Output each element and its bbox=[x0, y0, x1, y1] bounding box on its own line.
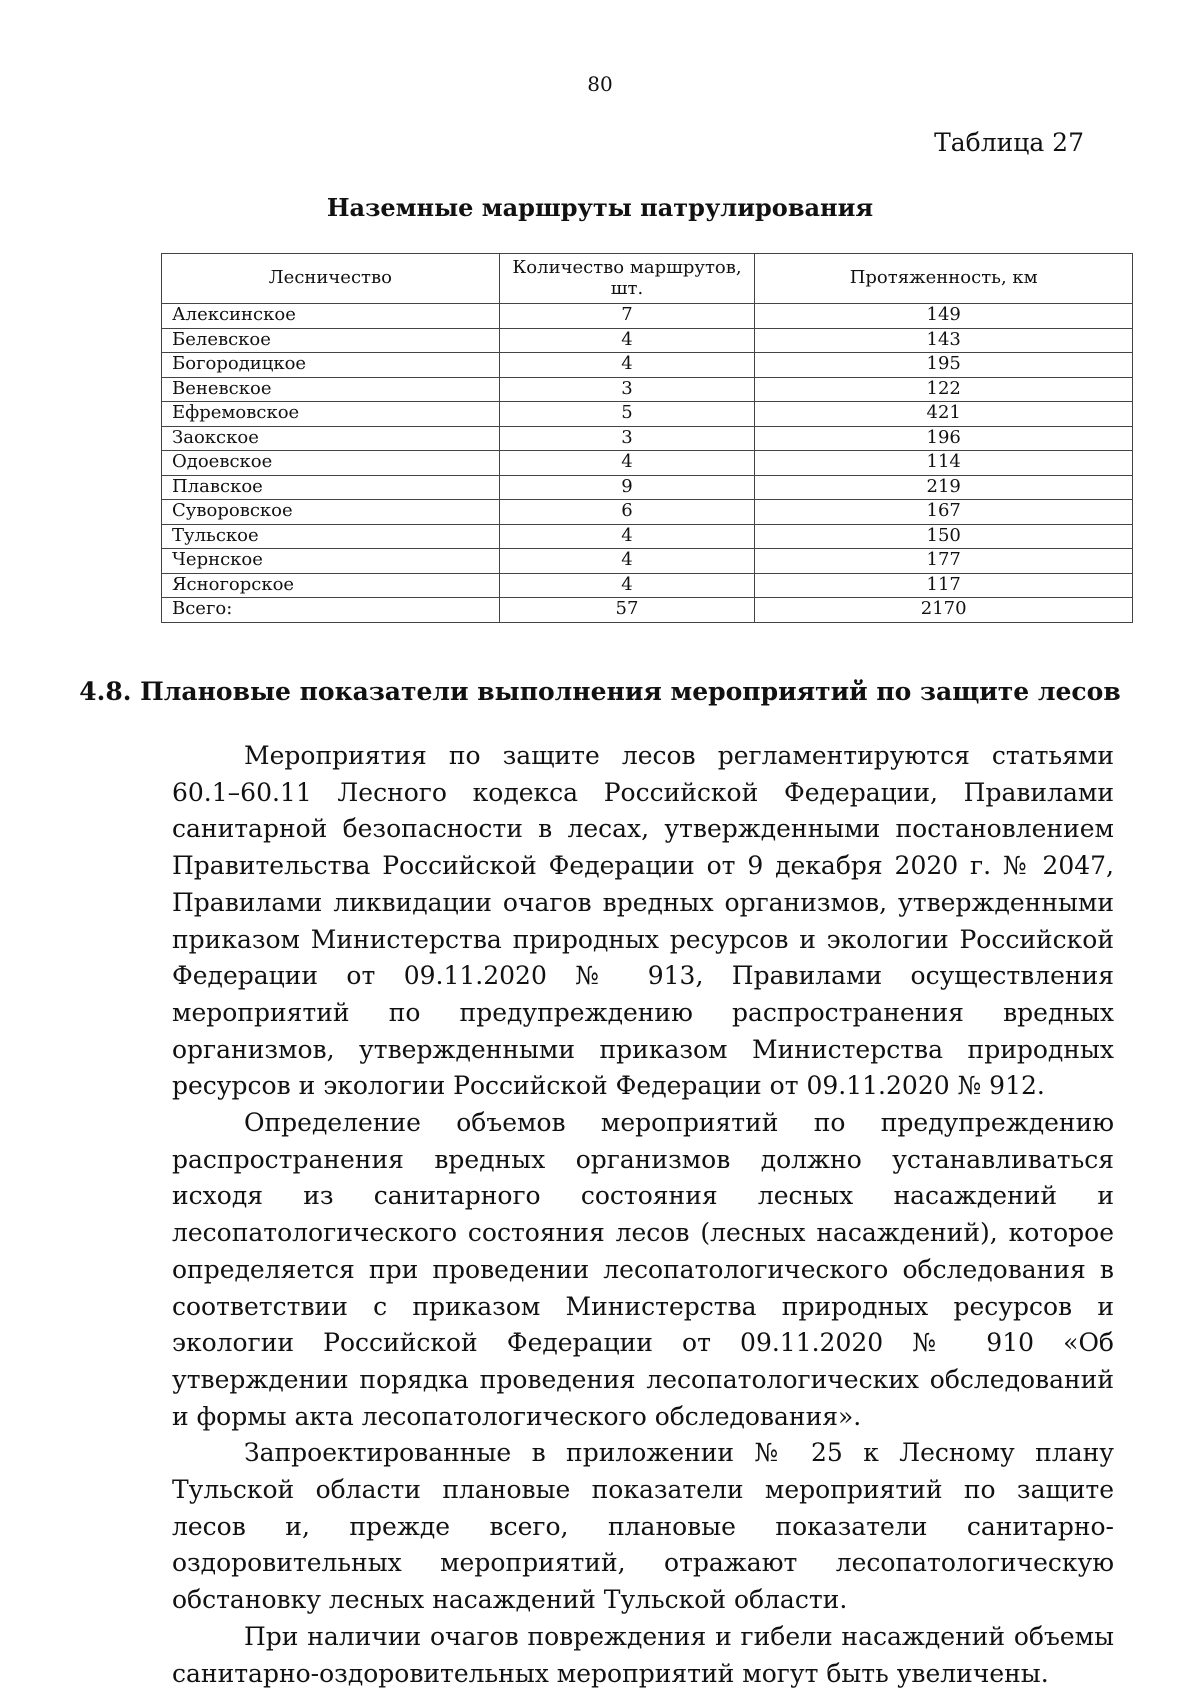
cell-forestry: Тульское bbox=[162, 524, 500, 549]
cell-length-km: 149 bbox=[755, 304, 1133, 329]
cell-forestry: Богородицкое bbox=[162, 353, 500, 378]
cell-forestry: Алексинское bbox=[162, 304, 500, 329]
cell-forestry: Ефремовское bbox=[162, 402, 500, 427]
cell-forestry: Белевское bbox=[162, 328, 500, 353]
cell-length-km: 117 bbox=[755, 573, 1133, 598]
table-row bbox=[162, 573, 1133, 598]
body-text bbox=[172, 738, 1114, 1692]
patrol-routes-table bbox=[161, 253, 1133, 623]
paragraph: Запроектированные в приложении № 25 к Лесному плану Тульской области плановые показатели мероприятий по защите лесов и, прежде всего, плановые показатели санитарно-оздоровительных мероприятий, отражают лесопатологическую обстановку лесных насаждений Тульской области. bbox=[172, 1438, 1114, 1615]
cell-route-count: 4 bbox=[499, 524, 755, 549]
cell-length-km: 177 bbox=[755, 549, 1133, 574]
table-row bbox=[162, 475, 1133, 500]
table-header-row bbox=[162, 254, 1133, 304]
cell-forestry: Ясногорское bbox=[162, 573, 500, 598]
cell-route-count: 4 bbox=[499, 451, 755, 476]
paragraph: Мероприятия по защите лесов регламентируются статьями 60.1–60.11 Лесного кодекса Российской Федерации, Правилами санитарной безопасности в лесах, утвержденными постановлением Правительства Российской Федерации от 9 декабря 2020 г. № 2047, Правилами ликвидации очагов вредных организмов, утвержденными приказом Министерства природных ресурсов и экологии Российской Федерации от 09.11.2020 № 913, Правилами осуществления мероприятий по предупреждению распространения вредных организмов, утвержденными приказом Министерства природных ресурсов и экологии Российской Федерации от 09.11.2020 № 912. bbox=[172, 741, 1114, 1101]
cell-length-km: 219 bbox=[755, 475, 1133, 500]
cell-route-count: 4 bbox=[499, 353, 755, 378]
table-row bbox=[162, 304, 1133, 329]
cell-length-km: 421 bbox=[755, 402, 1133, 427]
cell-forestry: Суворовское bbox=[162, 500, 500, 525]
table-row bbox=[162, 500, 1133, 525]
table-label: Таблица 27 bbox=[934, 128, 1084, 157]
table-row bbox=[162, 353, 1133, 378]
cell-total-route-count: 57 bbox=[499, 598, 755, 623]
paragraph: Определение объемов мероприятий по предупреждению распространения вредных организмов должно устанавливаться исходя из санитарного состояния лесных насаждений и лесопатологического состояния лесов (лесных насаждений), которое определяется при проведении лесопатологического обследования в соответствии с приказом Министерства природных ресурсов и экологии Российской Федерации от 09.11.2020 № 910 «Об утверждении порядка проведения лесопатологических обследований и формы акта лесопатологического обследования». bbox=[172, 1108, 1114, 1431]
table-total-row bbox=[162, 598, 1133, 623]
table-row bbox=[162, 402, 1133, 427]
header-route-count: Количество маршрутов, шт. bbox=[499, 254, 755, 304]
cell-total-length-km: 2170 bbox=[755, 598, 1133, 623]
cell-forestry: Чернское bbox=[162, 549, 500, 574]
cell-total-label: Всего: bbox=[162, 598, 500, 623]
cell-route-count: 6 bbox=[499, 500, 755, 525]
cell-route-count: 4 bbox=[499, 328, 755, 353]
cell-length-km: 196 bbox=[755, 426, 1133, 451]
cell-length-km: 150 bbox=[755, 524, 1133, 549]
cell-length-km: 195 bbox=[755, 353, 1133, 378]
cell-length-km: 143 bbox=[755, 328, 1133, 353]
cell-forestry: Заокское bbox=[162, 426, 500, 451]
header-length-km: Протяженность, км bbox=[755, 254, 1133, 304]
table-row bbox=[162, 377, 1133, 402]
cell-route-count: 4 bbox=[499, 549, 755, 574]
cell-route-count: 7 bbox=[499, 304, 755, 329]
section-heading: 4.8. Плановые показатели выполнения мероприятий по защите лесов bbox=[79, 677, 1121, 706]
table-title: Наземные маршруты патрулирования bbox=[326, 193, 874, 222]
header-forestry: Лесничество bbox=[162, 254, 500, 304]
cell-forestry: Одоевское bbox=[162, 451, 500, 476]
table-row bbox=[162, 426, 1133, 451]
table-row bbox=[162, 451, 1133, 476]
cell-length-km: 114 bbox=[755, 451, 1133, 476]
cell-route-count: 5 bbox=[499, 402, 755, 427]
cell-route-count: 3 bbox=[499, 426, 755, 451]
table-row bbox=[162, 524, 1133, 549]
table-row bbox=[162, 549, 1133, 574]
cell-forestry: Веневское bbox=[162, 377, 500, 402]
cell-forestry: Плавское bbox=[162, 475, 500, 500]
cell-route-count: 4 bbox=[499, 573, 755, 598]
paragraph: При наличии очагов повреждения и гибели насаждений объемы санитарно-оздоровительных мероприятий могут быть увеличены. bbox=[172, 1621, 1114, 1688]
page-number: 80 bbox=[587, 72, 613, 96]
cell-length-km: 167 bbox=[755, 500, 1133, 525]
table-row bbox=[162, 328, 1133, 353]
cell-route-count: 3 bbox=[499, 377, 755, 402]
cell-length-km: 122 bbox=[755, 377, 1133, 402]
cell-route-count: 9 bbox=[499, 475, 755, 500]
